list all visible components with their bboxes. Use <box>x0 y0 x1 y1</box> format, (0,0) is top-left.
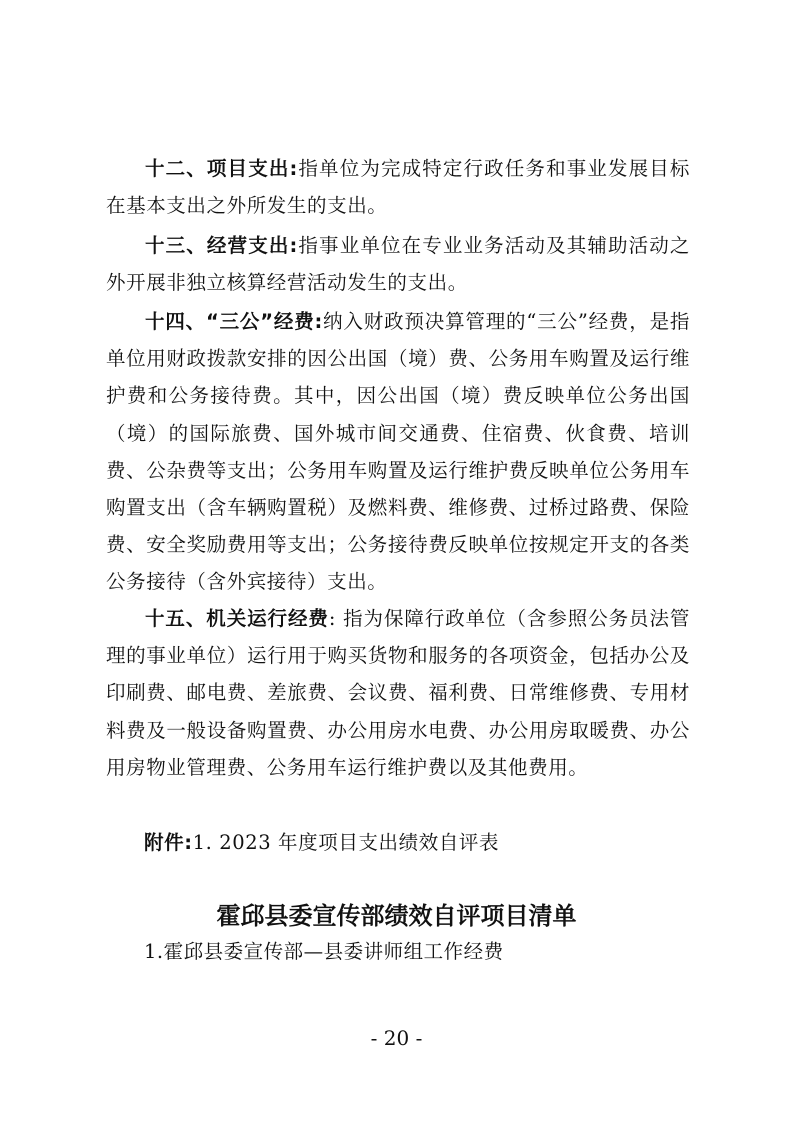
definition-term: 十三、经营支出: <box>145 234 298 257</box>
page-number: - 20 - <box>370 1026 423 1050</box>
definition-agency-operating-funds <box>106 600 690 786</box>
definition-body: : 指为保障行政单位（含参照公务员法管理的事业单位）运行用于购买货物和服务的各项资金，包括办公及印刷费、邮电费、差旅费、会议费、福利费、日常维修费、专用材料费及一般设备购置费、办公用房水电费、办公用房取暖费、办公用房物业管理费、公务用车运行维护费以及其他费用。 <box>106 607 691 779</box>
definition-body: 纳入财政预决算管理的“三公”经费，是指单位用财政拨款安排的因公出国（境）费、公务用车购置及运行维护费和公务接待费。其中，因公出国（境）费反映单位公务出国（境）的国际旅费、国外城市间交通费、住宿费、伙食费、培训费、公杂费等支出；公务用车购置及运行维护费反映单位公务用车购置支出（含车辆购置税）及燃料费、维修费、过桥过路费、保险费、安全奖励费用等支出；公务接待费反映单位按规定开支的各类公务接待（含外宾接待）支出。 <box>106 310 690 594</box>
definition-body: 指事业单位在专业业务活动及其辅助活动之外开展非独立核算经营活动发生的支出。 <box>106 234 690 295</box>
definition-project-expenditure <box>106 150 690 224</box>
attachment-text: 1. 2023 年度项目支出绩效自评表 <box>192 831 500 854</box>
list-item: 1.霍邱县委宣传部—县委讲师组工作经费 <box>144 940 504 963</box>
definition-term: 十五、机关运行经费 <box>145 607 329 630</box>
definition-body: 指单位为完成特定行政任务和事业发展目标在基本支出之外所发生的支出。 <box>106 157 690 218</box>
definition-term: 十四、“三公”经费: <box>145 310 323 333</box>
attachment-line <box>144 825 499 861</box>
attachment-label: 附件: <box>144 831 193 854</box>
definition-operating-expenditure <box>106 227 690 301</box>
definition-three-public-funds <box>106 303 690 601</box>
definition-term: 十二、项目支出: <box>145 157 298 180</box>
list-title: 霍邱县委宣传部绩效自评项目清单 <box>216 901 577 930</box>
